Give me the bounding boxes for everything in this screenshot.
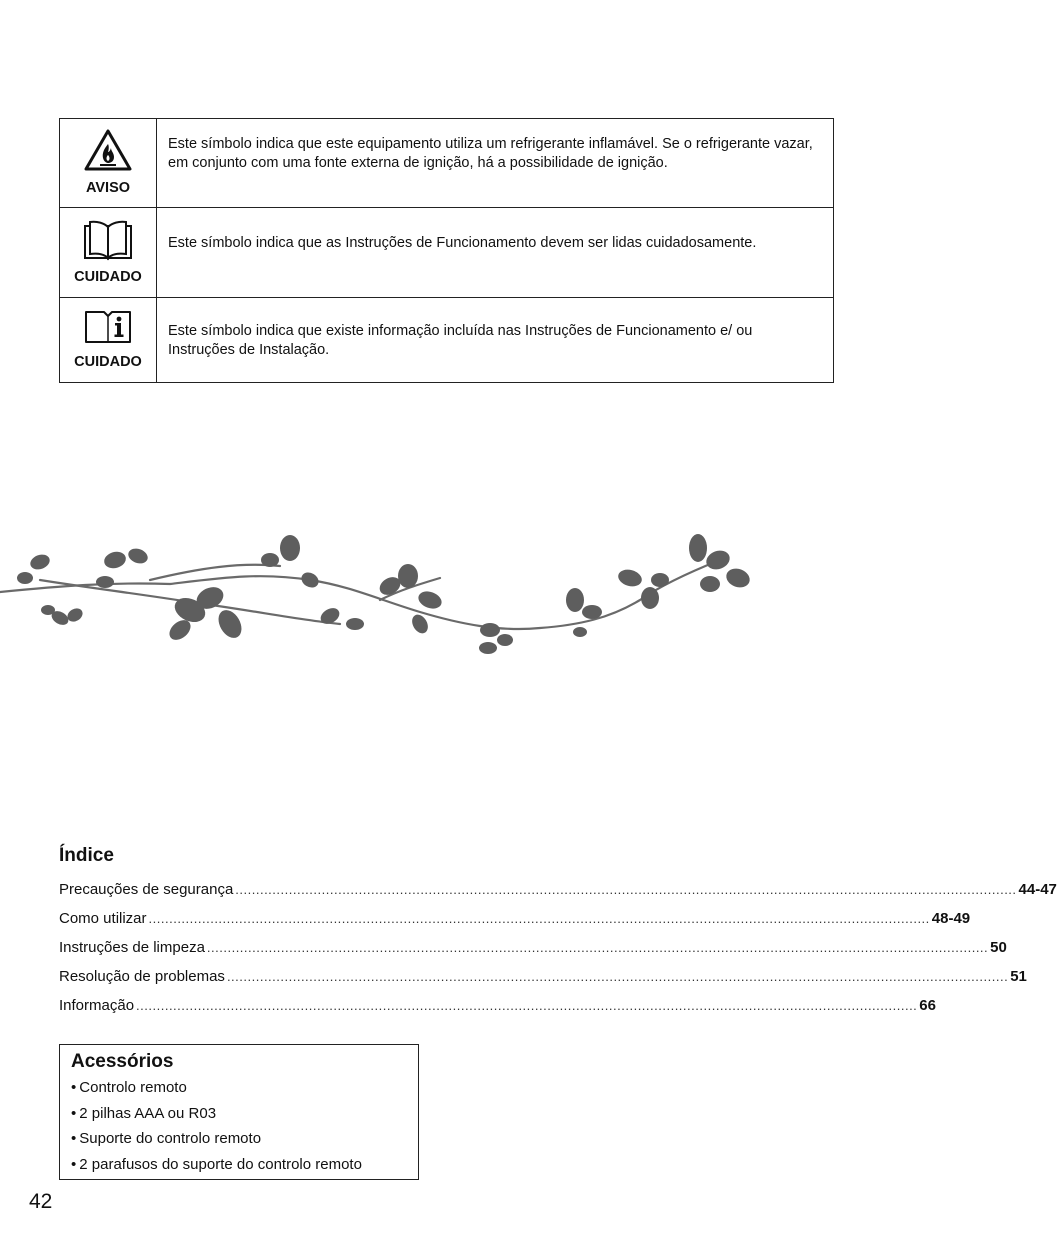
symbol-text: Este símbolo indica que as Instruções de Funcionamento devem ser lidas cuidadosamente. (168, 235, 757, 251)
accessories-box (59, 1044, 419, 1180)
manual-book-icon (83, 218, 133, 260)
toc-leader-dots: .............................................................................................................................................................................................. (148, 911, 930, 926)
symbol-cell (60, 298, 157, 383)
toc-leader-dots: .............................................................................................................................................................................................. (206, 940, 989, 955)
accessories-list (71, 1079, 418, 1182)
accessory-item: • Suporte do controlo remoto (71, 1130, 418, 1156)
symbol-description (157, 298, 834, 383)
toc-entry-pages: 44-47 (1018, 881, 1057, 898)
toc-entry (59, 881, 1057, 910)
toc-entry (59, 968, 1027, 997)
symbol-label: AVISO (85, 180, 131, 196)
symbol-text: Este símbolo indica que este equipamento utiliza um refrigerante inflamável. Se o refrigerante vazar, em conjunto com uma fonte externa de ignição, há a possibilidade de ignição. (168, 136, 813, 171)
symbol-cell (60, 119, 157, 208)
leafy-vine-illustration (0, 520, 875, 670)
accessory-item: • 2 pilhas AAA ou R03 (71, 1105, 418, 1131)
symbol-label: CUIDADO (74, 354, 142, 370)
toc-entry (59, 997, 936, 1026)
accessory-item: • Controlo remoto (71, 1079, 418, 1105)
symbol-description (157, 208, 834, 298)
toc-entry-pages: 48-49 (931, 910, 971, 927)
manual-info-icon (83, 308, 133, 344)
toc-entry (59, 910, 971, 939)
toc-entry (59, 939, 1007, 968)
symbol-row (60, 208, 834, 298)
symbol-label: CUIDADO (74, 269, 142, 285)
toc-entry-title: Informação (59, 997, 135, 1014)
toc-entry-pages: 50 (990, 939, 1007, 956)
toc-entry-title: Instruções de limpeza (59, 939, 205, 956)
symbol-text: Este símbolo indica que existe informação incluída nas Instruções de Funcionamento e/ ou Instruções de Instalação. (168, 323, 753, 358)
toc-entry-title: Precauções de segurança (59, 881, 234, 898)
toc-leader-dots: .............................................................................................................................................................................................. (136, 998, 918, 1013)
toc-entry-title: Como utilizar (59, 910, 147, 927)
toc-entry-title: Resolução de problemas (59, 968, 225, 985)
symbol-row (60, 298, 834, 383)
flammable-warning-icon (84, 129, 132, 171)
table-of-contents (59, 881, 1057, 1026)
toc-title: Índice (59, 845, 114, 866)
toc-leader-dots: .............................................................................................................................................................................................. (235, 882, 1017, 897)
symbol-row (60, 119, 834, 208)
toc-leader-dots: .............................................................................................................................................................................................. (226, 969, 1009, 984)
page-number: 42 (29, 1190, 53, 1213)
symbol-cell (60, 208, 157, 298)
symbols-table (59, 118, 834, 383)
toc-entry-pages: 66 (919, 997, 936, 1014)
accessories-title: Acessórios (71, 1051, 174, 1072)
accessory-item: • 2 parafusos do suporte do controlo remoto (71, 1156, 418, 1182)
symbol-description (157, 119, 834, 208)
toc-entry-pages: 51 (1010, 968, 1027, 985)
